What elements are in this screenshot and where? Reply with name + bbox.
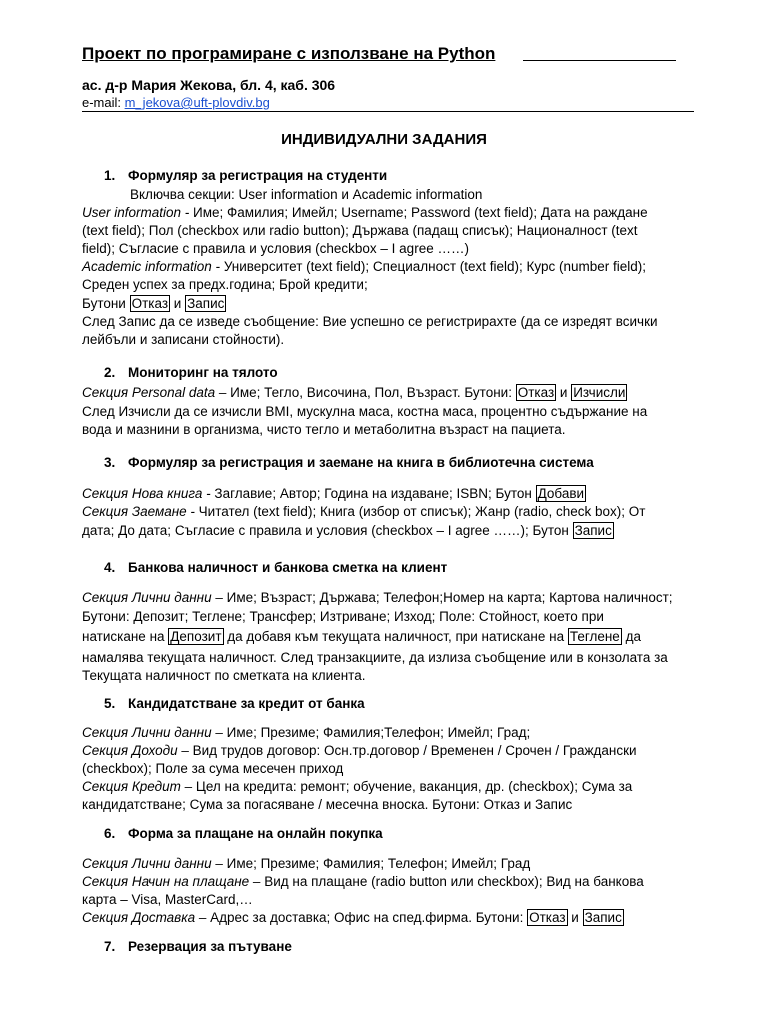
section-5-heading: [104, 696, 365, 711]
text-line: [82, 855, 530, 873]
text-line: Среден успех за предх.година; Брой кредити;: [82, 277, 368, 292]
section-label: Секция Нова книга -: [82, 486, 215, 501]
section-number: 4.: [104, 560, 116, 575]
section-title: Формуляр за регистрация и заемане на книга в библиотечна система: [128, 455, 594, 470]
email-label: e-mail:: [82, 95, 125, 110]
withdraw-button: Теглене: [569, 629, 620, 644]
save-button: Запис: [187, 296, 225, 311]
text-line: (text field); Пол (checkbox или radio button); Държава (падащ списък); Националност (text: [82, 223, 638, 238]
line-text: Вид трудов договор: Осн.тр.договор / Временен / Срочен / Граждански: [192, 743, 637, 758]
text-line: Включва секции: User information и Academic information: [130, 187, 483, 202]
section-title: Форма за плащане на онлайн покупка: [128, 826, 383, 841]
line-text: и: [567, 910, 583, 925]
text-line: [82, 628, 641, 646]
text-line: [82, 258, 646, 276]
text-line: (checkbox); Поле за сума месечен приход: [82, 761, 344, 776]
text-line: Бутони: Депозит; Теглене; Трансфер; Изтриване; Изход; Поле: Стойност, което при: [82, 609, 604, 624]
line-text: Цел на кредита: ремонт; обучение, ваканция, др. (checkbox); Сума за: [195, 779, 633, 794]
line-text: Читател (text field); Книга (избор от списък); Жанр (radio, check box); От: [198, 504, 646, 519]
section-label: Academic information -: [82, 259, 224, 274]
section-number: 2.: [104, 365, 116, 380]
section-7-heading: [104, 939, 292, 954]
text-line: Текущата наличност по сметката на клиента.: [82, 668, 366, 683]
section-number: 5.: [104, 696, 116, 711]
text-line: field); Съгласие с правила и условия (checkbox – I agree ……): [82, 241, 469, 256]
text-line: [82, 778, 632, 796]
calculate-button: Изчисли: [573, 385, 626, 400]
page-heading: ИНДИВИДУАЛНИ ЗАДАНИЯ: [281, 131, 487, 148]
text-line: [82, 742, 637, 760]
section-label: Секция Доходи –: [82, 743, 193, 758]
line-text: Име; Тегло, Височина, Пол, Възраст. Бутони:: [230, 385, 516, 400]
save-button: Запис: [574, 523, 612, 538]
section-title: Формуляр за регистрация на студенти: [128, 168, 388, 183]
section-label: Секция Заемане -: [82, 504, 199, 519]
section-label: Секция Лични данни –: [82, 725, 227, 740]
section-label: User information -: [82, 205, 194, 220]
text-line: [82, 485, 586, 503]
line-text: Бутони: [82, 296, 130, 311]
section-6-heading: [104, 826, 383, 841]
add-button: Добави: [537, 486, 585, 501]
section-title: Банкова наличност и банкова сметка на клиент: [128, 560, 448, 575]
text-line: [82, 522, 614, 540]
text-line: [82, 295, 226, 313]
text-line: След Запис да се изведе съобщение: Вие успешно се регистрирахте (да се изредят всички: [82, 314, 658, 329]
line-text: Име; Възраст; Държава; Телефон;Номер на карта; Картова наличност;: [226, 590, 673, 605]
text-line: лейбъли и записани стойности).: [82, 332, 285, 347]
line-text: Вид на плащане (radio button или checkbox); Вид на банкова: [264, 874, 644, 889]
line-text: Име; Фамилия; Имейл; Username; Password (text field); Дата на раждане: [193, 205, 648, 220]
text-line: [82, 384, 627, 402]
text-line: вода и мазнини в организма, чисто тегло и метаболитна възраст на пациета.: [82, 422, 566, 437]
email-link[interactable]: m_jekova@uft-plovdiv.bg: [124, 95, 270, 110]
cancel-button: Отказ: [529, 910, 566, 925]
line-text: и: [170, 296, 186, 311]
text-line: карта – Visa, MasterCard,…: [82, 892, 253, 907]
section-3-heading: [104, 455, 594, 470]
author-line: ас. д-р Мария Жекова, бл. 4, каб. 306: [82, 77, 336, 93]
text-line: [82, 204, 648, 222]
section-title: Резервация за пътуване: [128, 939, 292, 954]
line-text: Заглавие; Автор; Година на издаване; ISBN; Бутон: [214, 486, 536, 501]
cancel-button: Отказ: [131, 296, 169, 311]
section-title: Кандидатстване за кредит от банка: [128, 696, 365, 711]
line-text: натискане на: [82, 629, 169, 644]
section-number: 6.: [104, 826, 116, 841]
text-line: [82, 909, 624, 927]
section-label: Секция Кредит –: [82, 779, 196, 794]
text-line: [82, 873, 644, 891]
line-text: Име; Презиме; Фамилия;Телефон; Имейл; Град;: [226, 725, 531, 740]
section-label: Секция Personal data –: [82, 385, 231, 400]
header-divider: [82, 111, 694, 112]
text-line: [82, 503, 645, 521]
text-line: кандидатстване; Сума за погасяване / месечна вноска. Бутони: Отказ и Запис: [82, 797, 573, 812]
section-number: 7.: [104, 939, 116, 954]
line-text: да: [621, 629, 641, 644]
section-label: Секция Лични данни –: [82, 590, 227, 605]
section-label: Секция Доставка –: [82, 910, 211, 925]
text-line: [82, 589, 673, 607]
save-button: Запис: [584, 910, 622, 925]
email-line: [82, 95, 270, 110]
line-text: и: [556, 385, 572, 400]
section-4-heading: [104, 560, 447, 575]
deposit-button: Депозит: [170, 629, 222, 644]
section-label: Секция Начин на плащане –: [82, 874, 265, 889]
section-1-heading: [104, 168, 387, 183]
cancel-button: Отказ: [517, 385, 555, 400]
text-line: [82, 724, 530, 742]
line-text: дата; До дата; Съгласие с правила и условия (checkbox – I agree ……); Бутон: [82, 523, 573, 538]
line-text: Адрес за доставка; Офис на спед.фирма. Бутони:: [210, 910, 528, 925]
section-2-heading: [104, 365, 278, 380]
section-number: 1.: [104, 168, 116, 183]
line-text: да добавя към текущата наличност, при натискане на: [223, 629, 568, 644]
section-number: 3.: [104, 455, 116, 470]
section-title: Мониторинг на тялото: [128, 365, 278, 380]
line-text: Университет (text field); Специалност (text field); Курс (number field);: [223, 259, 647, 274]
document-title: Проект по програмиране с използване на Python: [82, 44, 496, 63]
line-text: Име; Презиме; Фамилия; Телефон; Имейл; Град: [226, 856, 531, 871]
section-label: Секция Лични данни –: [82, 856, 227, 871]
text-line: намалява текущата наличност. След транзакциите, да излиза съобщение или в конзолата за: [82, 650, 668, 665]
title-underline: [523, 60, 676, 61]
text-line: След Изчисли да се изчисли BMI, мускулна маса, костна маса, процентно съдържание на: [82, 404, 648, 419]
